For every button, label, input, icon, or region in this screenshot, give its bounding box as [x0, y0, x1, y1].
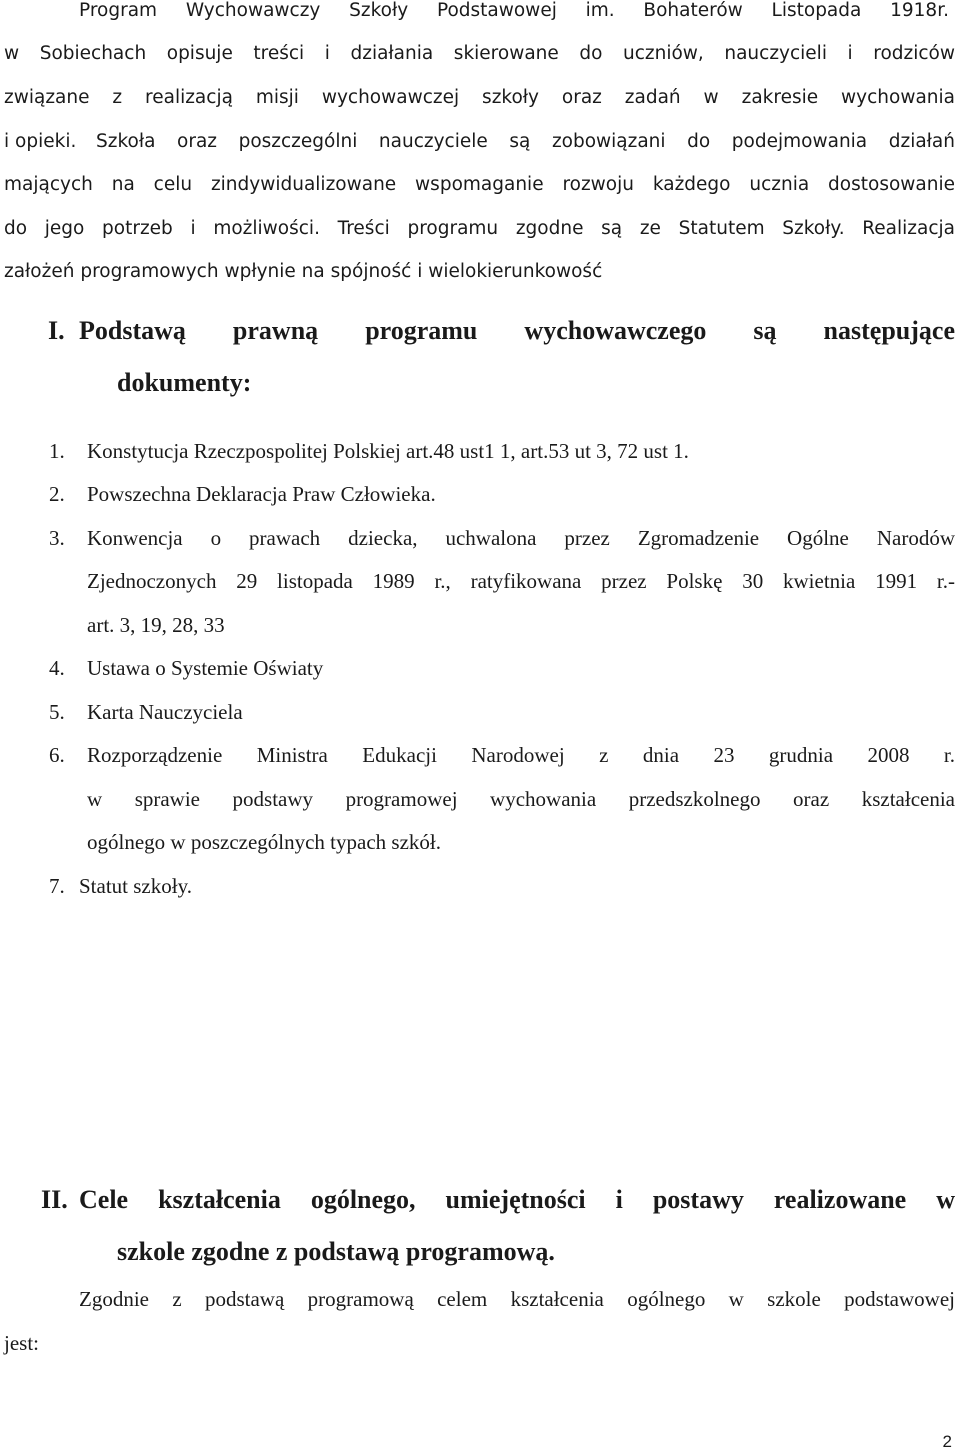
list-item-number: 5. — [49, 700, 65, 724]
list-item-number: 2. — [49, 482, 65, 506]
section-1-title: Podstawą prawną programu wychowawczego są następujące — [79, 316, 955, 345]
list-item-text: art. 3, 19, 28, 33 — [87, 613, 225, 637]
section-2-number: II. — [41, 1185, 68, 1214]
section-1-title-cont: dokumenty: — [117, 368, 252, 397]
intro-line-7: do jego potrzeb i możliwości. Treści programu zgodne są ze Statutem Szkoły. Realizacja — [4, 218, 955, 239]
intro-line-1: Program Wychowawczy Szkoły Podstawowej im. Bohaterów Listopada 1918r. — [79, 0, 949, 21]
section-2-paragraph-cont: jest: — [4, 1331, 39, 1355]
list-item-text: w sprawie podstawy programowej wychowania przedszkolnego oraz kształcenia — [87, 787, 955, 811]
list-item-number: 3. — [49, 526, 65, 550]
intro-line-5: Szkoła oraz poszczególni nauczyciele są zobowiązani do podejmowania działań — [96, 131, 955, 152]
section-2-title-cont: szkole zgodne z podstawą programową. — [117, 1237, 555, 1266]
list-item-text: Konstytucja Rzeczpospolitej Polskiej art.48 ust1 1, art.53 ut 3, 72 ust 1. — [87, 439, 689, 463]
list-item-text: ogólnego w poszczególnych typach szkół. — [87, 830, 441, 854]
list-item-text: Konwencja o prawach dziecka, uchwalona przez Zgromadzenie Ogólne Narodów — [87, 526, 955, 550]
intro-line-4: i opieki. — [4, 131, 77, 152]
section-1-number: I. — [48, 316, 65, 345]
list-item-text: Powszechna Deklaracja Praw Człowieka. — [87, 482, 436, 506]
intro-line-6: mających na celu zindywidualizowane wspomaganie rozwoju każdego ucznia dostosowanie — [4, 174, 955, 195]
list-item-number: 4. — [49, 656, 65, 680]
intro-line-3: związane z realizacją misji wychowawczej szkoły oraz zadań w zakresie wychowania — [4, 87, 955, 108]
list-item-text: Zjednoczonych 29 listopada 1989 r., ratyfikowana przez Polskę 30 kwietnia 1991 r.- — [87, 569, 955, 593]
list-item-text: Karta Nauczyciela — [87, 700, 243, 724]
intro-line-8: założeń programowych wpłynie na spójność i wielokierunkowość — [4, 261, 603, 282]
page-number: 2 — [942, 1432, 952, 1451]
list-item-text: Ustawa o Systemie Oświaty — [87, 656, 324, 680]
section-2-title: Cele kształcenia ogólnego, umiejętności i postawy realizowane w — [79, 1185, 955, 1214]
list-item-number: 6. — [49, 743, 65, 767]
list-item-text: Rozporządzenie Ministra Edukacji Narodowej z dnia 23 grudnia 2008 r. — [87, 743, 955, 767]
intro-line-2: w Sobiechach opisuje treści i działania skierowane do uczniów, nauczycieli i rodziców — [4, 43, 955, 64]
section-2-paragraph: Zgodnie z podstawą programową celem kształcenia ogólnego w szkole podstawowej — [79, 1287, 955, 1311]
list-item-number: 7. — [49, 874, 65, 898]
list-item-text: Statut szkoły. — [79, 874, 192, 898]
list-item-number: 1. — [49, 439, 65, 463]
